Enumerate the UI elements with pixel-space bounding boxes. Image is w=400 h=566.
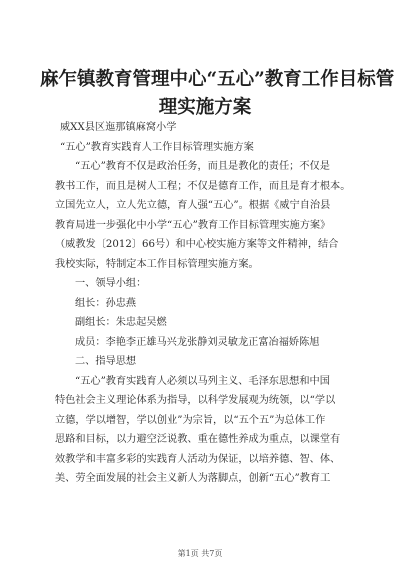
- paragraph-line: 威XX县区迤那镇麻窝小学: [60, 122, 177, 133]
- paragraph-line: 教育局进一步强化中小学“五心”教育工作目标管理实施方案》: [55, 219, 331, 231]
- paragraph-line: 特色社会主义理论体系为指导，以科学发展观为统领，以“学以: [55, 395, 336, 406]
- page-number-label: 第1页 共7页: [177, 549, 223, 558]
- paragraph-line: 立德，学以增智，学以创业”为宗旨，以“五个五”为总体工作: [55, 414, 326, 426]
- paragraph-line: 美、劳全面发展的社会主义新人为落脚点，创新“五心”教育工: [55, 473, 331, 484]
- paragraph-line: 我校实际，特制定本工作目标管理实施方案。: [55, 258, 259, 270]
- paragraph-line: “五心”教育实践育人工作目标管理实施方案: [60, 141, 254, 153]
- title-line-1: 麻乍镇教育管理中心“五心”教育工作目标管: [40, 69, 395, 90]
- paragraph-line: 组长：孙忠燕: [75, 297, 137, 309]
- document-title: [40, 66, 395, 122]
- paragraph-line: “五心”教育实践育人必须以马列主义、毛泽东思想和中国: [75, 375, 330, 387]
- page-footer: [0, 548, 400, 559]
- paragraph-line: 立国先立人，立人先立德，育人强“五心”。根据《威宁自治县: [55, 200, 331, 211]
- title-line-2: 理实施方案: [158, 97, 252, 118]
- paragraph-line: 二、指导思想: [75, 356, 137, 367]
- paragraph-line: 教书工作，而且是树人工程；不仅是德育工作，而且是育才根本。: [55, 180, 351, 192]
- paragraph-line: 副组长：朱忠起吴燃: [75, 317, 167, 328]
- paragraph-line: 效教学和丰富多彩的实践育人活动为保证，以培养德、智、体、: [55, 453, 341, 465]
- paragraph-line: 成员：李艳李正雄马兴龙张静刘灵敏龙正富冶福娇陈旭: [75, 336, 320, 348]
- paragraph-line: 思路和目标，以力避空泛说教、重在德性养成为重点，以课堂有: [55, 434, 341, 445]
- paragraph-line: 一、领导小组：: [75, 278, 147, 289]
- paragraph-line: “五心”教育不仅是政治任务，而且是教化的责任；不仅是: [75, 161, 330, 172]
- document-body: [55, 118, 357, 489]
- paragraph-line: （威教发〔2012〕66号）和中心校实施方案等文件精神，结合: [55, 239, 339, 250]
